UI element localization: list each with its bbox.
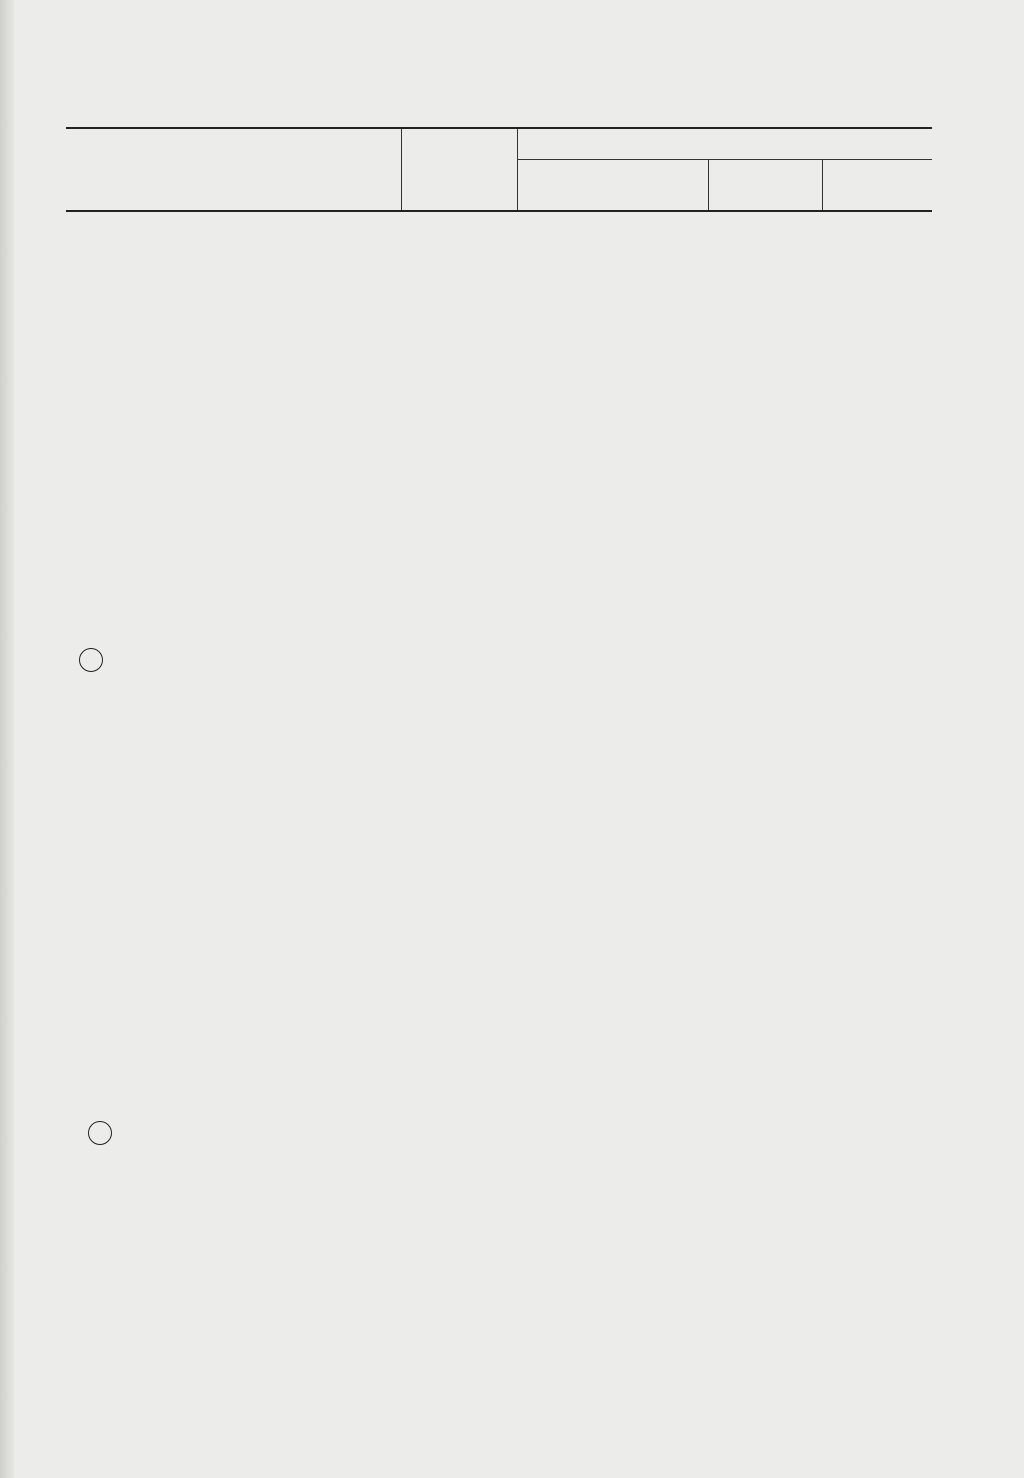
cathode-minus-symbol	[79, 648, 103, 672]
col-percent	[823, 160, 933, 212]
col-total	[709, 160, 823, 212]
anode-plus-symbol	[88, 1121, 112, 1145]
book-spine-shadow	[0, 0, 14, 1478]
col-u-per-g	[518, 160, 709, 212]
col-mass	[402, 128, 518, 211]
ppo-activity-table	[66, 127, 932, 212]
col-activity-group	[518, 128, 933, 160]
col-sample	[66, 128, 402, 211]
